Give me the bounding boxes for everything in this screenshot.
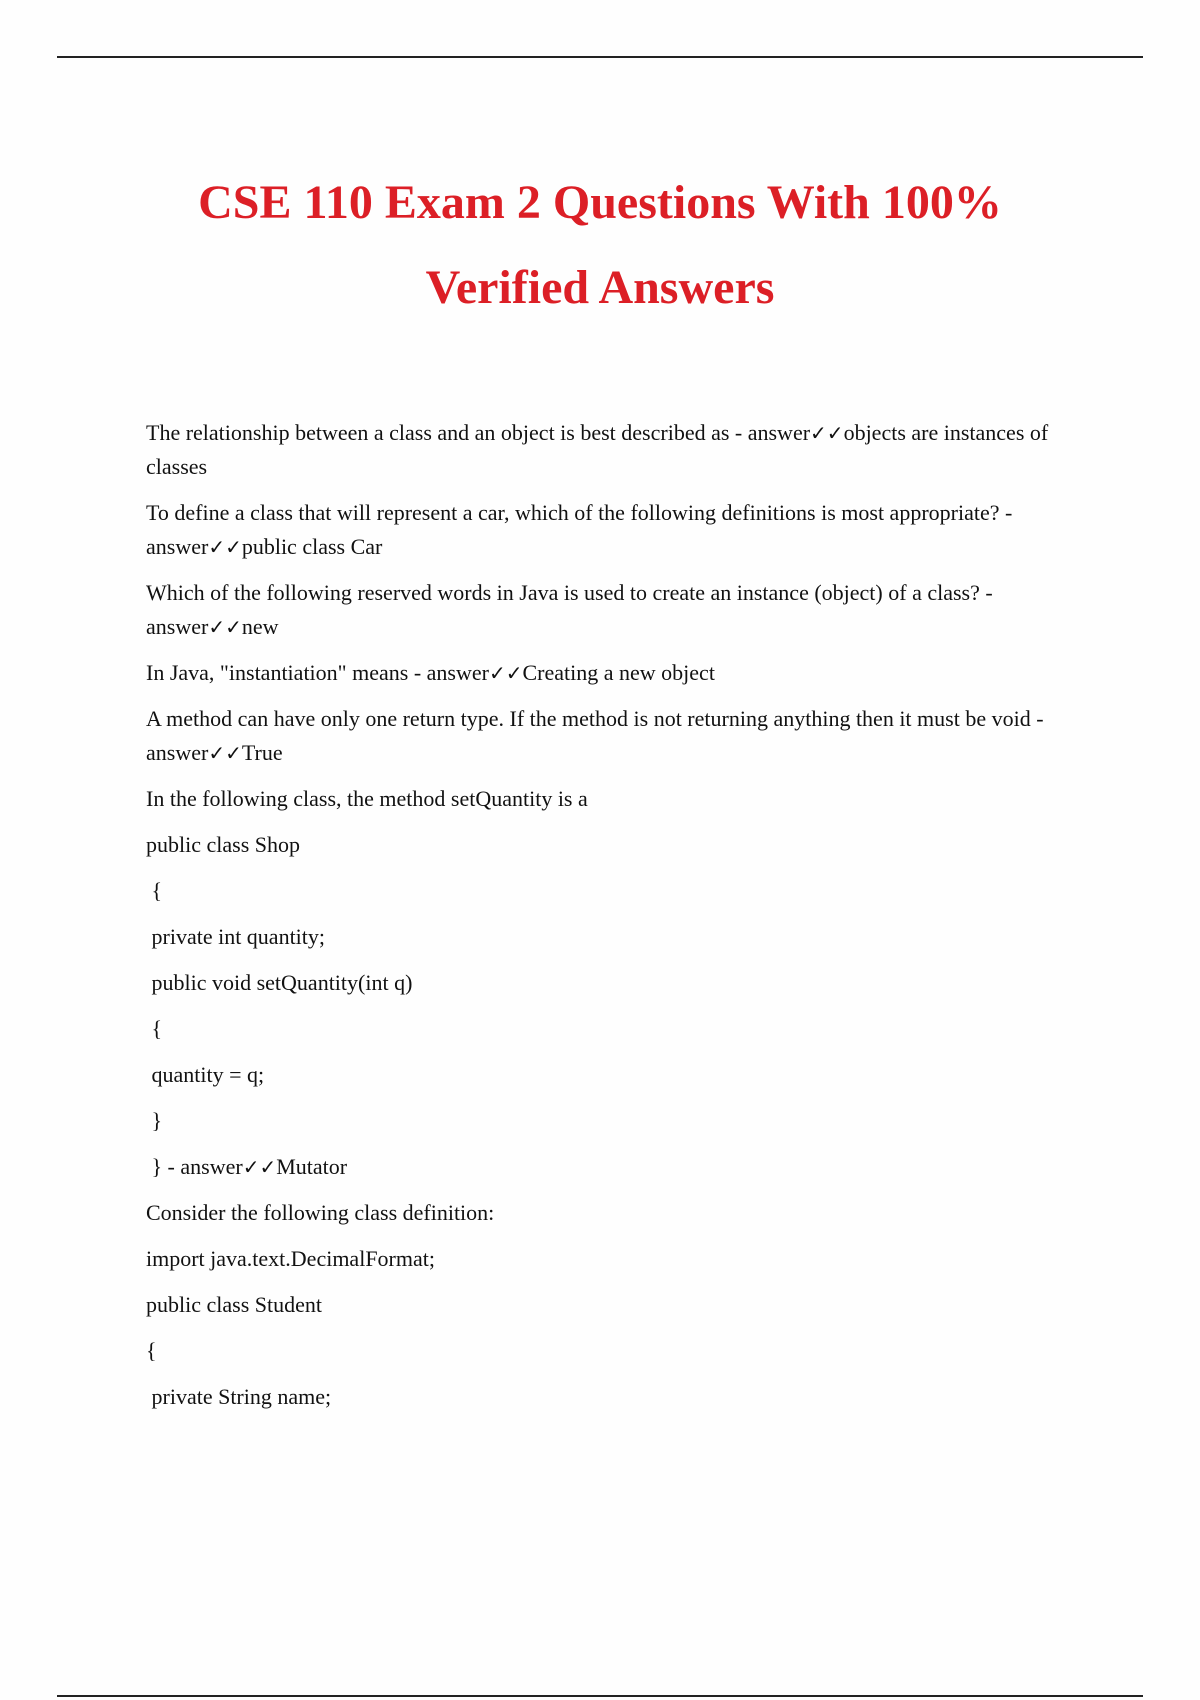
- question-text: The relationship between a class and an object is best described as - answer: [146, 420, 811, 445]
- code-line: {: [146, 878, 163, 903]
- code-line: private int quantity;: [146, 924, 326, 949]
- question-text: } - answer: [146, 1154, 243, 1179]
- answer-text: objects are instances of classes: [146, 420, 1049, 479]
- code-line: public void setQuantity(int q): [146, 970, 413, 995]
- code-line: {: [146, 1016, 163, 1041]
- answer-text: Creating a new object: [522, 660, 715, 685]
- question-item: [146, 702, 1096, 770]
- question-text: Which of the following reserved words in Java is used to create an instance (object) of a class? - answer: [146, 580, 993, 639]
- double-check-icon: ✓✓: [242, 1155, 277, 1179]
- code-line: public class Shop: [146, 832, 300, 857]
- code-line: }: [146, 1108, 163, 1133]
- student-question-intro: Consider the following class definition:: [146, 1200, 495, 1225]
- answer-text: new: [241, 614, 279, 639]
- double-check-icon: ✓✓: [208, 741, 242, 765]
- code-line: quantity = q;: [146, 1062, 265, 1087]
- question-text: A method can have only one return type. If the method is not returning anything then it must be void - answer: [146, 706, 1044, 765]
- question-item: [146, 576, 1096, 644]
- question-item: [146, 416, 1096, 484]
- double-check-icon: ✓✓: [810, 421, 844, 445]
- document-title: [120, 160, 1080, 330]
- question-item: [146, 496, 1096, 564]
- answer-text: True: [241, 740, 283, 765]
- title-line-1: CSE 110 Exam 2 Questions With 100%: [198, 176, 1002, 229]
- shop-question-intro: In the following class, the method setQuantity is a: [146, 786, 588, 811]
- double-check-icon: ✓✓: [208, 535, 242, 559]
- answer-text: Mutator: [276, 1154, 348, 1179]
- double-check-icon: ✓✓: [488, 661, 523, 685]
- code-line: {: [146, 1338, 157, 1363]
- top-rule: [57, 56, 1143, 58]
- double-check-icon: ✓✓: [208, 615, 242, 639]
- answer-text: public class Car: [241, 534, 383, 559]
- document-body: [146, 416, 1096, 1426]
- code-line: private String name;: [146, 1384, 332, 1409]
- code-answer-line: [146, 1150, 1096, 1184]
- question-item: [146, 656, 1096, 690]
- code-line: public class Student: [146, 1292, 322, 1317]
- title-line-2: Verified Answers: [425, 261, 775, 314]
- question-text: To define a class that will represent a car, which of the following definitions is most appropriate? - answer: [146, 500, 1013, 559]
- bottom-rule: [57, 1695, 1143, 1697]
- code-line: import java.text.DecimalFormat;: [146, 1246, 435, 1271]
- question-text: In Java, "instantiation" means - answer: [146, 660, 489, 685]
